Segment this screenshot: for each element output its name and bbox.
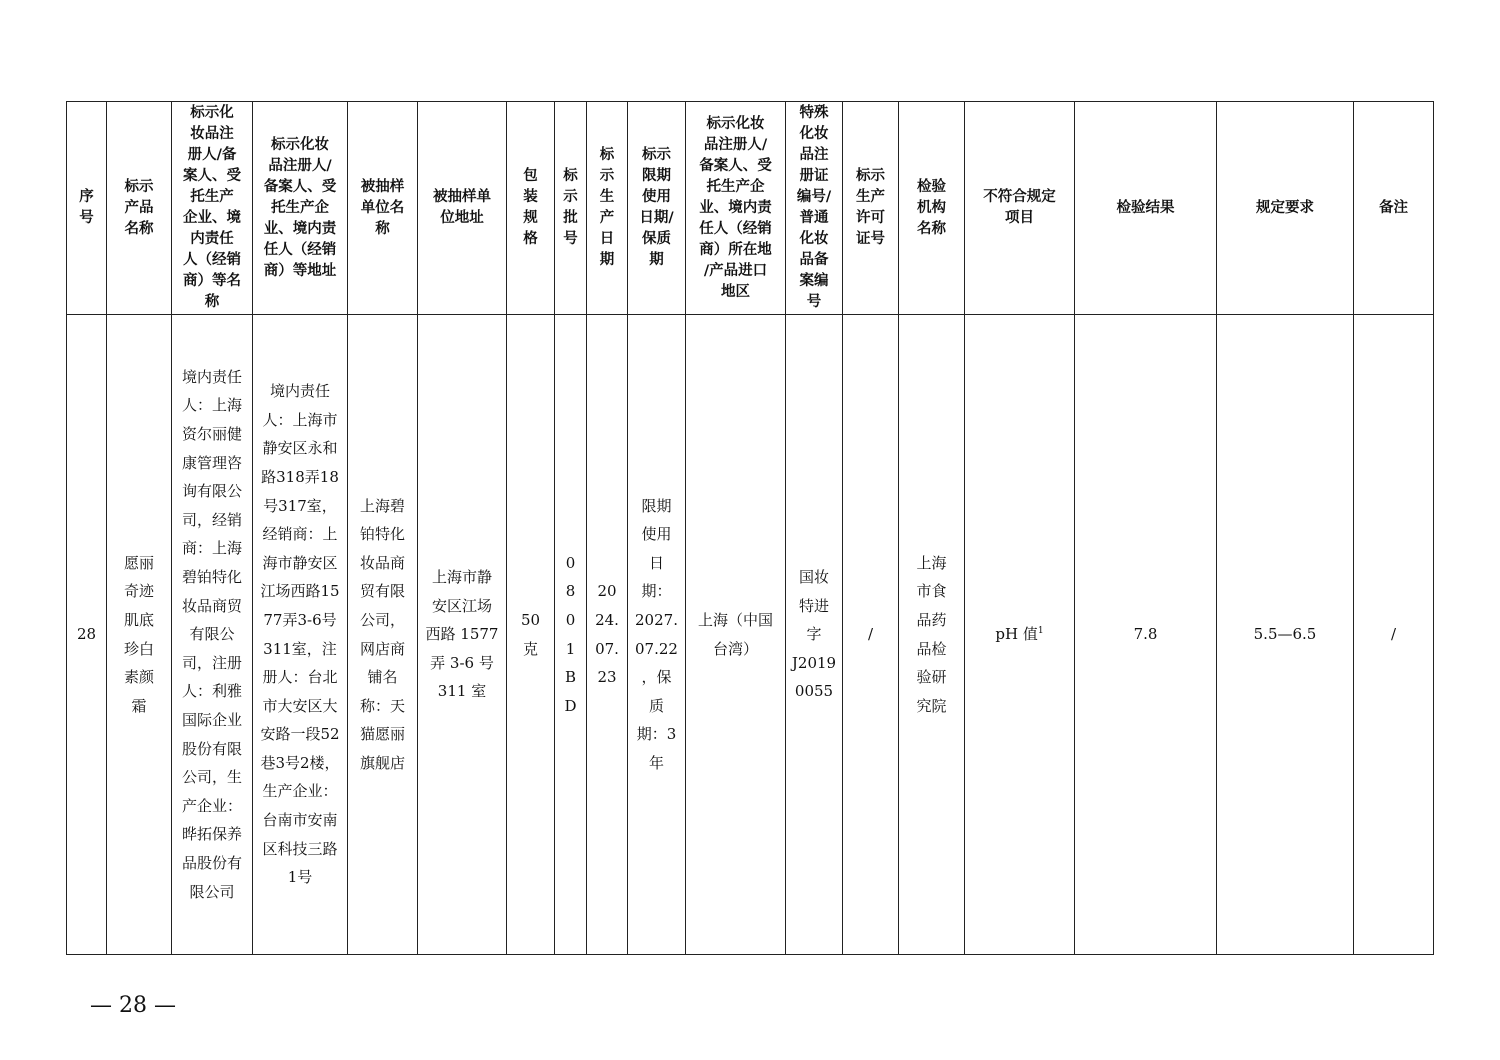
cell-result: 7.8	[1075, 315, 1217, 955]
header-origin: 标示化妆 品注册人/ 备案人、受 托生产企 业、境内责 任人（经销 商）所在地 /产品进口 地区	[686, 102, 786, 315]
cell-lab: 上海 市食 品药 品检 验研 究院	[899, 315, 965, 955]
cell-production-date: 20 24. 07. 23	[587, 315, 628, 955]
cell-nonconforming-item	[965, 315, 1075, 955]
cell-origin: 上海（中国 台湾）	[686, 315, 786, 955]
page-number: — 28 —	[90, 993, 176, 1018]
cell-requirement: 5.5—6.5	[1217, 315, 1354, 955]
cell-expiry: 限期 使用 日 期： 2027. 07.22 ，保 质 期：3 年	[628, 315, 686, 955]
header-remark: 备注	[1354, 102, 1434, 315]
header-special-cert: 特殊 化妆 品注 册证 编号/ 普通 化妆 品备 案编 号	[786, 102, 843, 315]
cell-registrant-name: 境内责任人：上海资尔丽健康管理咨询有限公司，经销商：上海碧铂特化妆品商贸有限公司，注册人：利雅国际企业股份有限公司，生产企业：晔拓保养品股份有限公司	[172, 315, 253, 955]
header-requirement: 规定要求	[1217, 102, 1354, 315]
header-sampled-unit: 被抽样 单位名 称	[348, 102, 418, 315]
cell-remark: /	[1354, 315, 1434, 955]
cell-license: /	[843, 315, 899, 955]
cell-sampled-unit: 上海碧铂特化妆品商贸有限公司，网店商铺名称：天猫愿丽旗舰店	[348, 315, 418, 955]
header-package: 包 装 规 格	[507, 102, 555, 315]
inspection-table	[66, 101, 1434, 955]
header-product-name: 标示 产品 名称	[107, 102, 172, 315]
header-registrant-address: 标示化妆 品注册人/ 备案人、受 托生产企 业、境内责 任人（经销 商）等地址	[253, 102, 348, 315]
cell-special-cert: 国妆 特进 字 J2019 0055	[786, 315, 843, 955]
cell-batch: 0 8 0 1 B D	[555, 315, 587, 955]
header-row	[67, 102, 1434, 315]
header-lab: 检验 机构 名称	[899, 102, 965, 315]
header-expiry: 标示 限期 使用 日期/ 保质 期	[628, 102, 686, 315]
header-sampled-address: 被抽样单 位地址	[418, 102, 507, 315]
header-registrant-name: 标示化 妆品注 册人/备 案人、受 托生产 企业、境 内责任 人（经销 商）等名 称	[172, 102, 253, 315]
cell-seq: 28	[67, 315, 107, 955]
table-row	[67, 315, 1434, 955]
cell-package: 50 克	[507, 315, 555, 955]
cell-product-name: 愿丽 奇迹 肌底 珍白 素颜 霜	[107, 315, 172, 955]
header-seq: 序 号	[67, 102, 107, 315]
header-license: 标示 生产 许可 证号	[843, 102, 899, 315]
cell-sampled-address: 上海市静 安区江场 西路 1577 弄 3-6 号 311 室	[418, 315, 507, 955]
header-nonconforming-item: 不符合规定 项目	[965, 102, 1075, 315]
footnote-marker: 1	[1037, 626, 1044, 637]
cell-registrant-address: 境内责任人：上海市静安区永和路318弄18号317室，经销商：上海市静安区江场西路1577弄3-6号311室，注册人：台北市大安区大安路一段52巷3号2楼，生产企业：台南市安南区科技三路1号	[253, 315, 348, 955]
nonconforming-item-text: pH 值	[995, 625, 1038, 644]
header-batch: 标 示 批 号	[555, 102, 587, 315]
header-result: 检验结果	[1075, 102, 1217, 315]
header-production-date: 标 示 生 产 日 期	[587, 102, 628, 315]
